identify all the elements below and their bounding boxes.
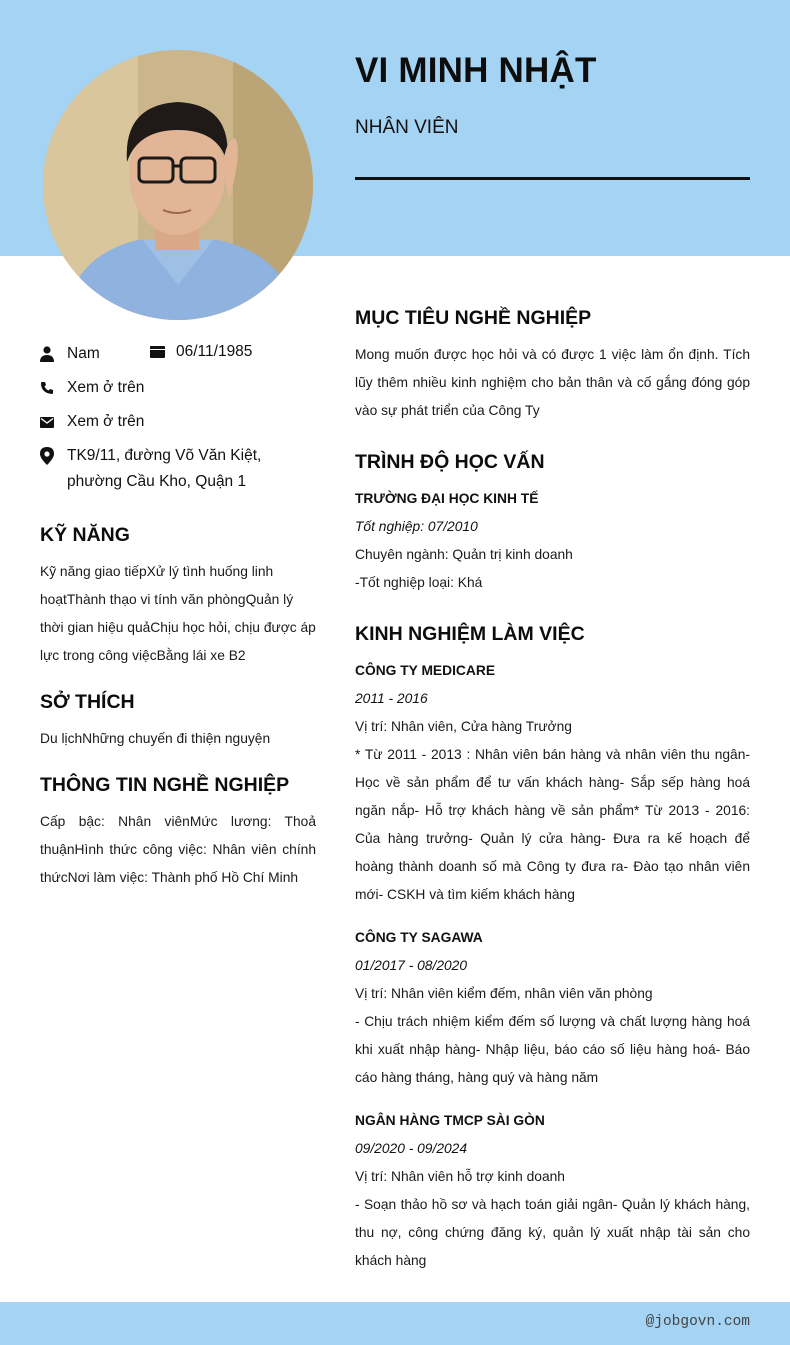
person-icon — [40, 345, 54, 363]
job-title: NHÂN VIÊN — [355, 117, 459, 138]
skills-line: hoạtThành thạo vi tính văn phòngQuản lý — [40, 592, 294, 607]
education-grade: -Tốt nghiệp loại: Khá — [355, 575, 483, 590]
objective-text: Mong muốn được học hỏi và có được 1 việc làm ổn định. Tích lũy thêm nhiều kinh nghiệm cho bản thân và cố gắng đóng góp vào sự phát triển của Công Ty — [355, 347, 750, 418]
birthdate-row — [150, 343, 252, 361]
career-info-text: Cấp bậc: Nhân viênMức lương: Thoả thuậnHình thức công việc: Nhân viên chính thứcNơi làm việc: Thành phố Hồ Chí Minh — [40, 814, 316, 885]
job-description: - Chịu trách nhiệm kiểm đếm số lượng và chất lượng hàng hoá khi xuất nhập hàng- Nhập liệu, báo cáo số liệu hàng hoá- Báo cáo hàng tháng, hàng quý và hàng năm — [355, 1014, 750, 1085]
title-divider — [355, 177, 750, 180]
job-company: CÔNG TY MEDICARE — [355, 663, 496, 678]
objective-heading: MỤC TIÊU NGHỀ NGHIỆP — [355, 307, 592, 329]
phone-value: Xem ở trên — [67, 379, 145, 396]
profile-photo — [43, 50, 313, 320]
experience-heading: KINH NGHIỆM LÀM VIỆC — [355, 623, 585, 645]
school-name: TRƯỜNG ĐẠI HỌC KINH TẾ — [355, 491, 539, 506]
footer-band — [0, 1302, 790, 1345]
job-period: 2011 - 2016 — [355, 691, 428, 706]
job-position: Vị trí: Nhân viên kiểm đếm, nhân viên văn phòng — [355, 986, 653, 1001]
address-line-1: TK9/11, đường Võ Văn Kiệt, — [67, 447, 262, 464]
job-company: CÔNG TY SAGAWA — [355, 930, 483, 945]
job-company: NGÂN HÀNG TMCP SÀI GÒN — [355, 1113, 545, 1128]
location-pin-icon — [40, 447, 54, 465]
skills-heading: KỸ NĂNG — [40, 524, 130, 546]
gender-value: Nam — [67, 345, 100, 362]
skills-text — [40, 558, 330, 670]
skills-line: Kỹ năng giao tiếpXử lý tình huống linh — [40, 564, 274, 579]
skills-line: thời gian hiệu quảChịu học hỏi, chịu được áp — [40, 620, 316, 635]
job-period: 09/2020 - 09/2024 — [355, 1141, 468, 1156]
job-position: Vị trí: Nhân viên hỗ trợ kinh doanh — [355, 1169, 565, 1184]
hobbies-text: Du lịchNhững chuyến đi thiện nguyện — [40, 731, 271, 746]
hobbies-heading: SỞ THÍCH — [40, 691, 135, 713]
education-major: Chuyên ngành: Quản trị kinh doanh — [355, 547, 573, 562]
phone-icon — [40, 379, 54, 397]
job-description: * Từ 2011 - 2013 : Nhân viên bán hàng và nhân viên thu ngân- Học về sản phẩm để tư vấn khách hàng- Sắp sếp hàng hoá ngăn nắp- Hỗ trợ khách hàng về sản phẩm* Từ 2013 - 2016: Của hàng trưởng- Quản lý cửa hàng- Đưa ra kế hoạch để hoàng thành doanh số mà Công ty đưa ra- Đào tạo nhân viên mới- CSKH và tìm kiếm khách hàng — [355, 747, 750, 902]
address-row — [40, 447, 261, 495]
phone-row — [40, 379, 144, 401]
email-row — [40, 413, 144, 435]
footer-brand[interactable]: @jobgovn.com — [645, 1314, 750, 1330]
skills-line: lực trong công việcBằng lái xe B2 — [40, 648, 246, 663]
mail-icon — [40, 413, 54, 431]
graduation-date: Tốt nghiệp: 07/2010 — [355, 519, 478, 534]
address-value — [67, 443, 261, 495]
email-value: Xem ở trên — [67, 413, 145, 430]
calendar-icon — [150, 344, 166, 360]
job-period: 01/2017 - 08/2020 — [355, 958, 468, 973]
job-position: Vị trí: Nhân viên, Cửa hàng Trưởng — [355, 719, 572, 734]
education-heading: TRÌNH ĐỘ HỌC VẤN — [355, 451, 545, 473]
job-description: - Soạn thảo hồ sơ và hạch toán giải ngân- Quản lý khách hàng, thu nợ, công chứng đăng ký, quản lý xuất nhập tài sản cho khách hàng — [355, 1197, 750, 1268]
address-line-2: phường Cầu Kho, Quận 1 — [67, 473, 247, 490]
gender-row — [40, 345, 100, 367]
birthdate-value: 06/11/1985 — [176, 343, 253, 360]
career-info-heading: THÔNG TIN NGHỀ NGHIỆP — [40, 774, 290, 796]
candidate-name: VI MINH NHẬT — [355, 51, 597, 90]
